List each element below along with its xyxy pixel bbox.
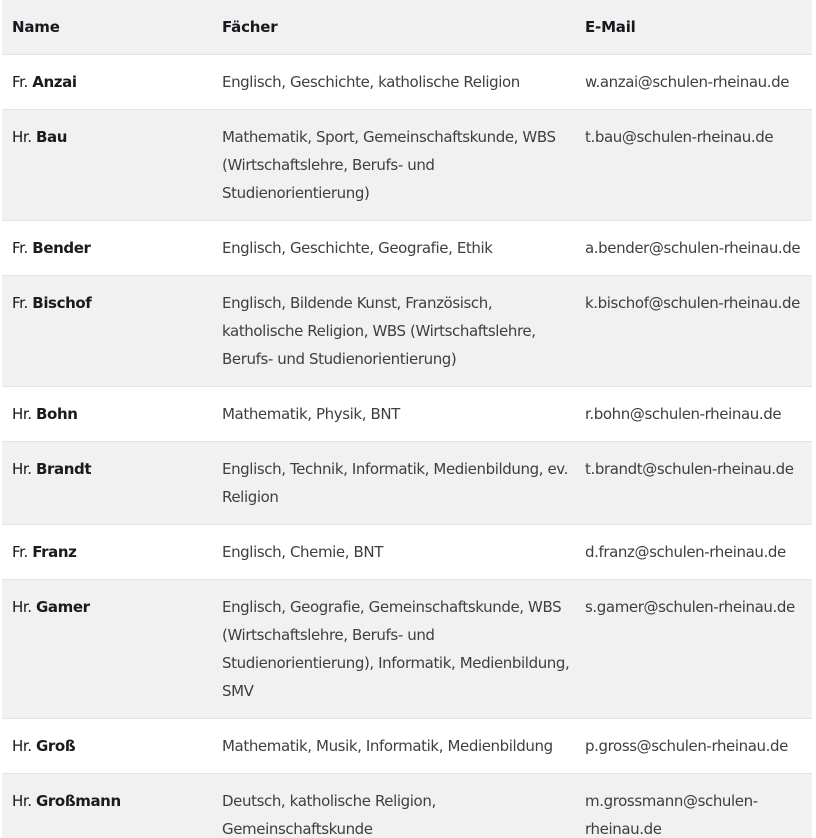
table-row bbox=[2, 580, 812, 719]
teacher-surname: Bohn bbox=[36, 405, 78, 423]
teacher-name-cell bbox=[2, 580, 212, 719]
teachers-table bbox=[2, 0, 812, 838]
teacher-name-cell bbox=[2, 719, 212, 774]
teacher-title: Fr. bbox=[12, 73, 28, 91]
teacher-title: Hr. bbox=[12, 598, 32, 616]
teacher-subjects-cell: Mathematik, Musik, Informatik, Medienbildung bbox=[212, 719, 575, 774]
teacher-name-cell bbox=[2, 110, 212, 221]
teacher-subjects-cell: Englisch, Geografie, Gemeinschaftskunde, WBS (Wirtschaftslehre, Berufs- und Studienorientierung), Informatik, Medienbildung, SMV bbox=[212, 580, 575, 719]
table-row bbox=[2, 774, 812, 838]
teacher-subjects-cell: Mathematik, Sport, Gemeinschaftskunde, WBS (Wirtschaftslehre, Berufs- und Studienorientierung) bbox=[212, 110, 575, 221]
teacher-title: Fr. bbox=[12, 239, 28, 257]
teacher-name-cell bbox=[2, 387, 212, 442]
teacher-title: Hr. bbox=[12, 405, 32, 423]
teacher-surname: Bischof bbox=[32, 294, 92, 312]
teacher-title: Fr. bbox=[12, 294, 28, 312]
teacher-email-cell: m.grossmann@schulen-rheinau.de bbox=[575, 774, 812, 838]
teacher-name-cell bbox=[2, 774, 212, 838]
teacher-surname: Gamer bbox=[36, 598, 90, 616]
teacher-name-cell bbox=[2, 442, 212, 525]
teacher-surname: Anzai bbox=[32, 73, 77, 91]
teacher-surname: Franz bbox=[32, 543, 77, 561]
teacher-email-cell: r.bohn@schulen-rheinau.de bbox=[575, 387, 812, 442]
teacher-subjects-cell: Englisch, Technik, Informatik, Medienbildung, ev. Religion bbox=[212, 442, 575, 525]
teacher-title: Hr. bbox=[12, 128, 32, 146]
table-body bbox=[2, 55, 812, 838]
teacher-name-cell bbox=[2, 55, 212, 110]
teacher-email-cell: w.anzai@schulen-rheinau.de bbox=[575, 55, 812, 110]
table-header-row bbox=[2, 0, 812, 55]
teacher-title: Hr. bbox=[12, 737, 32, 755]
column-header-email: E-Mail bbox=[575, 0, 812, 55]
column-header-subjects: Fächer bbox=[212, 0, 575, 55]
teacher-subjects-cell: Mathematik, Physik, BNT bbox=[212, 387, 575, 442]
teacher-subjects-cell: Englisch, Chemie, BNT bbox=[212, 525, 575, 580]
teacher-title: Hr. bbox=[12, 460, 32, 478]
teacher-name-cell bbox=[2, 525, 212, 580]
teacher-email-cell: t.brandt@schulen-rheinau.de bbox=[575, 442, 812, 525]
teacher-email-cell: k.bischof@schulen-rheinau.de bbox=[575, 276, 812, 387]
teacher-email-cell: a.bender@schulen-rheinau.de bbox=[575, 221, 812, 276]
teacher-email-cell: s.gamer@schulen-rheinau.de bbox=[575, 580, 812, 719]
table-row bbox=[2, 110, 812, 221]
table-row bbox=[2, 442, 812, 525]
table-header bbox=[2, 0, 812, 55]
table-row bbox=[2, 55, 812, 110]
teacher-subjects-cell: Englisch, Geschichte, katholische Religion bbox=[212, 55, 575, 110]
teacher-email-cell: p.gross@schulen-rheinau.de bbox=[575, 719, 812, 774]
teacher-surname: Bender bbox=[32, 239, 91, 257]
teacher-name-cell bbox=[2, 221, 212, 276]
teacher-subjects-cell: Englisch, Bildende Kunst, Französisch, katholische Religion, WBS (Wirtschaftslehre, Berufs- und Studienorientierung) bbox=[212, 276, 575, 387]
table-row bbox=[2, 387, 812, 442]
teacher-surname: Groß bbox=[36, 737, 76, 755]
teacher-surname: Brandt bbox=[36, 460, 92, 478]
teacher-surname: Großmann bbox=[36, 792, 121, 810]
teacher-email-cell: t.bau@schulen-rheinau.de bbox=[575, 110, 812, 221]
teacher-subjects-cell: Deutsch, katholische Religion, Gemeinschaftskunde bbox=[212, 774, 575, 838]
teacher-name-cell bbox=[2, 276, 212, 387]
table-row bbox=[2, 719, 812, 774]
teacher-surname: Bau bbox=[36, 128, 68, 146]
teacher-email-cell: d.franz@schulen-rheinau.de bbox=[575, 525, 812, 580]
table-row bbox=[2, 525, 812, 580]
table-row bbox=[2, 276, 812, 387]
teacher-subjects-cell: Englisch, Geschichte, Geografie, Ethik bbox=[212, 221, 575, 276]
teacher-title: Hr. bbox=[12, 792, 32, 810]
table-row bbox=[2, 221, 812, 276]
column-header-name: Name bbox=[2, 0, 212, 55]
teacher-title: Fr. bbox=[12, 543, 28, 561]
